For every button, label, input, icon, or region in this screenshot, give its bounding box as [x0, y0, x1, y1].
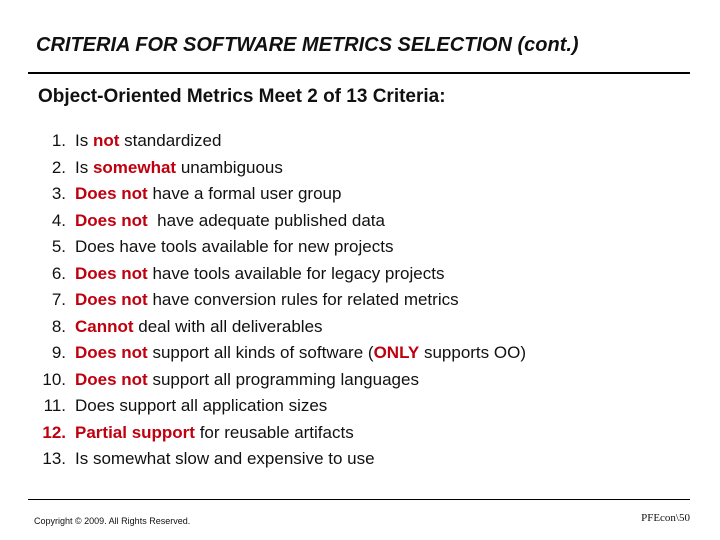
criteria-number: 7.	[51, 290, 66, 309]
criteria-text	[75, 234, 393, 261]
criteria-text-segment: Is	[75, 157, 93, 177]
criteria-text	[75, 367, 419, 394]
criteria-text-segment: for reusable artifacts	[194, 422, 354, 442]
criteria-number: 13.	[42, 449, 66, 468]
criteria-text	[75, 208, 385, 235]
criteria-number: 3.	[51, 184, 66, 203]
criteria-emphasis: ONLY	[373, 343, 420, 362]
criteria-emphasis: Cannot	[75, 316, 134, 336]
criteria-emphasis: Partial support	[75, 422, 195, 442]
criteria-text	[75, 261, 444, 288]
criteria-text-segment: have a formal user group	[147, 184, 342, 203]
criteria-number: 11.	[43, 396, 66, 415]
criteria-text	[75, 128, 221, 155]
criteria-text-segment: supports OO)	[419, 343, 526, 362]
slide-title: CRITERIA FOR SOFTWARE METRICS SELECTION (cont.)	[36, 34, 579, 56]
criteria-emphasis: Does not	[75, 369, 148, 389]
criteria-text-segment: Does have tools available for new projects	[75, 237, 394, 256]
criteria-number: 12.	[42, 422, 66, 442]
title-divider	[28, 72, 690, 74]
criteria-text-segment: standardized	[119, 131, 222, 150]
criteria-text	[75, 393, 327, 420]
slide-subtitle: Object-Oriented Metrics Meet 2 of 13 Criteria:	[38, 86, 446, 107]
criteria-text	[75, 446, 375, 473]
criteria-number: 2.	[51, 157, 66, 177]
criteria-emphasis: not	[92, 131, 120, 150]
criteria-emphasis: Does not	[75, 263, 148, 283]
criteria-number: 6.	[51, 263, 66, 283]
criteria-text-segment: support all programming languages	[147, 369, 419, 389]
criteria-emphasis: Does not	[75, 343, 148, 362]
criteria-number: 4.	[51, 210, 66, 230]
criteria-number: 10.	[42, 369, 66, 389]
slide-number: PFEcon\50	[641, 512, 690, 524]
criteria-text	[75, 155, 283, 182]
criteria-text	[75, 314, 323, 341]
criteria-text-segment: Does support all application sizes	[75, 396, 328, 415]
footer-divider	[28, 499, 690, 500]
criteria-number: 9.	[51, 343, 66, 362]
criteria-number: 1.	[51, 131, 66, 150]
criteria-number: 8.	[51, 316, 66, 336]
criteria-text	[75, 287, 459, 314]
copyright-notice: Copyright © 2009. All Rights Reserved.	[34, 516, 191, 526]
criteria-text	[75, 181, 341, 208]
criteria-text-segment: Is	[75, 131, 93, 150]
criteria-text	[75, 340, 526, 367]
criteria-text-segment: have conversion rules for related metrics	[147, 290, 459, 309]
criteria-emphasis: somewhat	[92, 157, 177, 177]
criteria-text-segment: deal with all deliverables	[133, 316, 323, 336]
criteria-emphasis: Does not	[75, 290, 148, 309]
criteria-number: 5.	[51, 237, 66, 256]
criteria-text-segment: have tools available for legacy projects	[147, 263, 445, 283]
criteria-emphasis: Does not	[75, 210, 148, 230]
criteria-emphasis: Does not	[75, 184, 148, 203]
criteria-text-segment: unambiguous	[176, 157, 283, 177]
criteria-text-segment: support all kinds of software (	[147, 343, 374, 362]
criteria-text	[75, 420, 354, 447]
criteria-text-segment: have adequate published data	[147, 210, 385, 230]
criteria-text-segment: Is somewhat slow and expensive to use	[75, 449, 375, 468]
